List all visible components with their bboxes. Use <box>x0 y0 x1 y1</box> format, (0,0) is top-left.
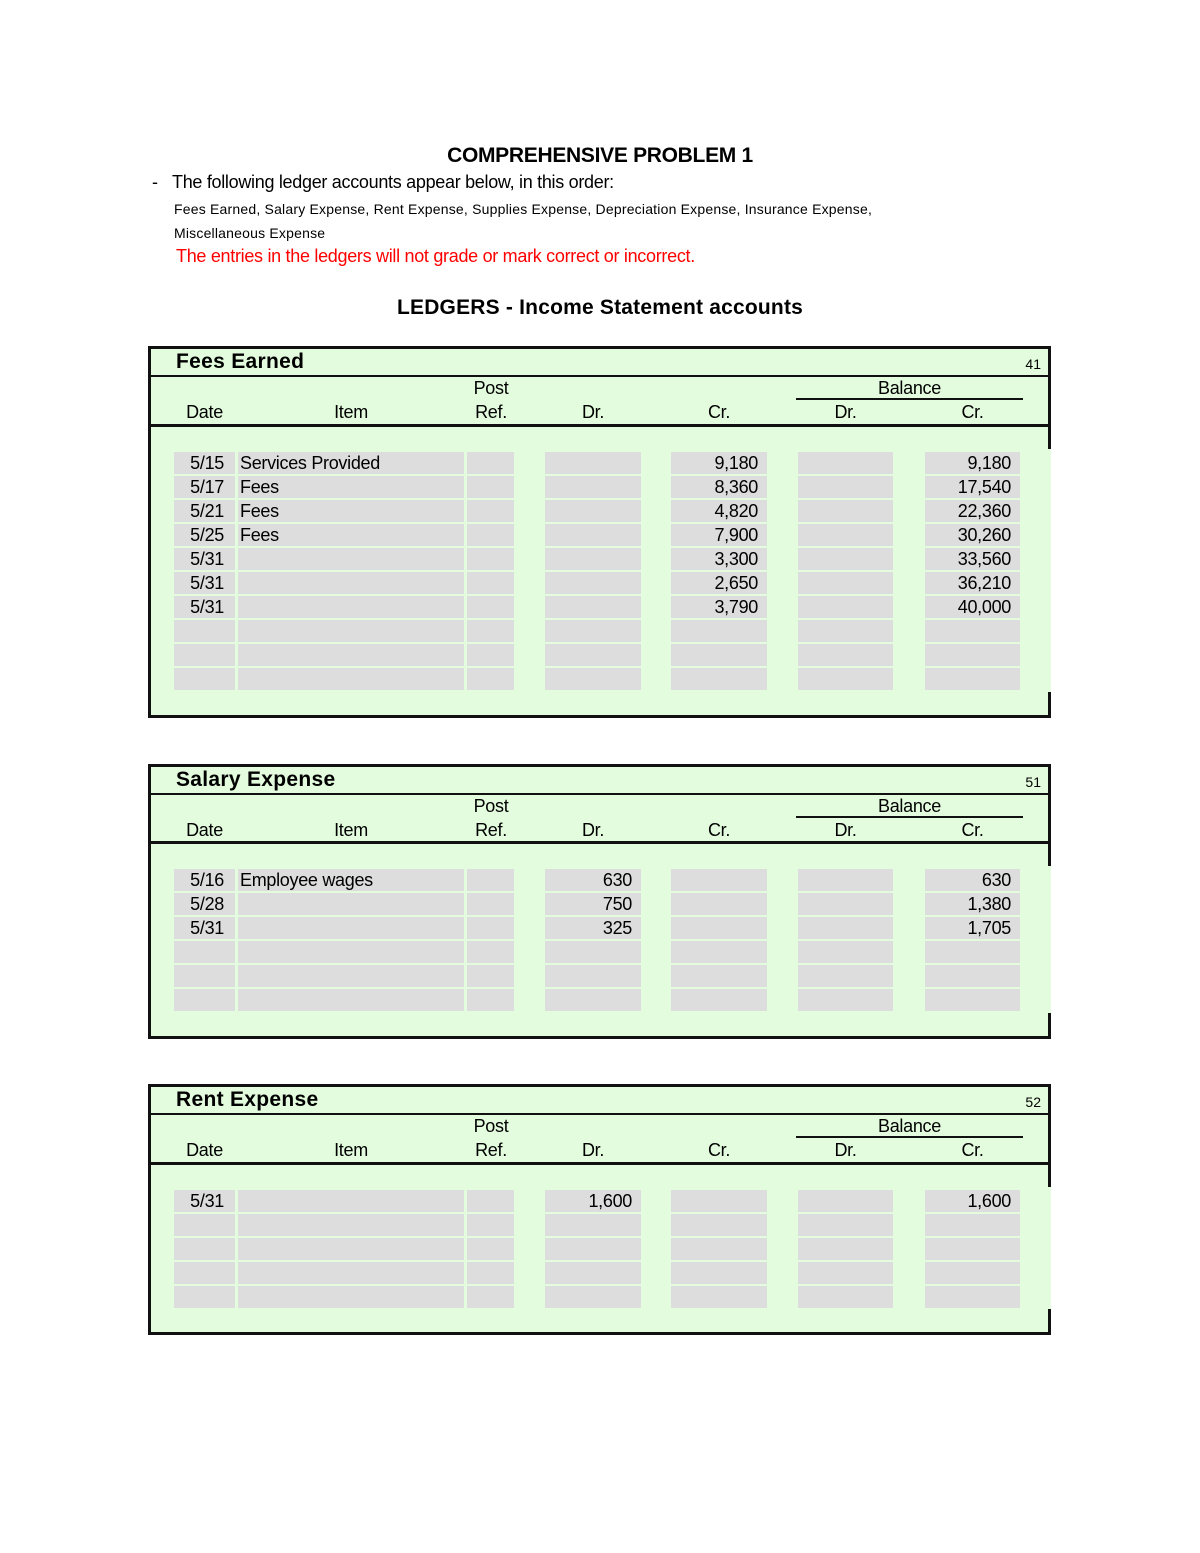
ledger-row <box>148 869 1051 891</box>
balance-debit-cell[interactable] <box>798 1190 893 1212</box>
balance-credit-cell[interactable] <box>925 941 1020 963</box>
header-item: Item <box>334 1140 368 1160</box>
balance-debit-cell[interactable] <box>798 1262 893 1284</box>
balance-debit-cell[interactable] <box>798 893 893 915</box>
ledger-row <box>148 1238 1051 1260</box>
balance-credit-cell[interactable]: 9,180 <box>925 452 1020 474</box>
post-ref-cell[interactable] <box>467 524 514 546</box>
debit-cell[interactable] <box>545 1238 641 1260</box>
item-cell[interactable] <box>238 548 464 570</box>
date-cell[interactable]: 5/28 <box>174 893 235 915</box>
header-ref: Ref. <box>475 820 507 840</box>
post-ref-cell[interactable] <box>467 620 514 642</box>
header-balance-cr: Cr. <box>961 1140 984 1160</box>
date-cell[interactable]: 5/16 <box>174 869 235 891</box>
border-line <box>148 715 1051 718</box>
item-cell[interactable] <box>238 941 464 963</box>
balance-credit-cell[interactable] <box>925 1286 1020 1308</box>
date-cell[interactable]: 5/21 <box>174 500 235 522</box>
header-balance-dr: Dr. <box>834 820 857 840</box>
divider <box>148 1113 1051 1115</box>
border-line <box>1048 346 1051 449</box>
header-post: Post <box>473 378 509 398</box>
border-line <box>1048 764 1051 866</box>
credit-cell[interactable]: 3,790 <box>671 596 767 618</box>
balance-debit-cell[interactable] <box>798 452 893 474</box>
post-ref-cell[interactable] <box>467 1238 514 1260</box>
balance-debit-cell[interactable] <box>798 644 893 666</box>
header-cr: Cr. <box>707 1140 731 1160</box>
ledger-row <box>148 989 1051 1011</box>
accounts-list-line-1: Fees Earned, Salary Expense, Rent Expense, Supplies Expense, Depreciation Expense, Insurance Expense, <box>174 201 873 217</box>
credit-cell[interactable] <box>671 644 767 666</box>
balance-debit-cell[interactable] <box>798 1214 893 1236</box>
date-cell[interactable] <box>174 1214 235 1236</box>
post-ref-cell[interactable] <box>467 1286 514 1308</box>
date-cell[interactable]: 5/31 <box>174 596 235 618</box>
header-post: Post <box>473 796 509 816</box>
date-cell[interactable] <box>174 941 235 963</box>
item-cell[interactable] <box>238 989 464 1011</box>
credit-cell[interactable] <box>671 620 767 642</box>
item-cell[interactable] <box>238 917 464 939</box>
balance-debit-cell[interactable] <box>798 1286 893 1308</box>
item-cell[interactable] <box>238 965 464 987</box>
date-cell[interactable] <box>174 1262 235 1284</box>
balance-credit-cell[interactable] <box>925 644 1020 666</box>
debit-cell[interactable] <box>545 1214 641 1236</box>
ledger-row <box>148 500 1051 522</box>
border-line <box>1048 1013 1051 1039</box>
item-cell[interactable] <box>238 572 464 594</box>
header-cr: Cr. <box>707 820 731 840</box>
credit-cell[interactable]: 4,820 <box>671 500 767 522</box>
balance-debit-cell[interactable] <box>798 548 893 570</box>
ledger-row <box>148 596 1051 618</box>
balance-credit-cell[interactable]: 1,600 <box>925 1190 1020 1212</box>
item-cell[interactable] <box>238 1286 464 1308</box>
debit-cell[interactable]: 630 <box>545 869 641 891</box>
border-line <box>1048 692 1051 718</box>
balance-credit-cell[interactable]: 1,380 <box>925 893 1020 915</box>
credit-cell[interactable] <box>671 989 767 1011</box>
balance-debit-cell[interactable] <box>798 596 893 618</box>
item-cell[interactable]: Fees <box>238 500 464 522</box>
item-cell[interactable] <box>238 668 464 690</box>
header-date: Date <box>186 820 223 840</box>
debit-cell[interactable] <box>545 572 641 594</box>
header-ref: Ref. <box>475 402 507 422</box>
item-cell[interactable] <box>238 1262 464 1284</box>
header-dr: Dr. <box>581 1140 605 1160</box>
date-cell[interactable] <box>174 620 235 642</box>
credit-cell[interactable]: 9,180 <box>671 452 767 474</box>
credit-cell[interactable] <box>671 941 767 963</box>
ledger-row <box>148 1262 1051 1284</box>
header-dr: Dr. <box>581 820 605 840</box>
item-cell[interactable] <box>238 893 464 915</box>
balance-debit-cell[interactable] <box>798 668 893 690</box>
post-ref-cell[interactable] <box>467 476 514 498</box>
border-line <box>148 346 1051 349</box>
balance-credit-cell[interactable]: 1,705 <box>925 917 1020 939</box>
ledger-salary-expense <box>148 764 1051 1039</box>
intro-dash: - <box>152 172 158 192</box>
item-cell[interactable]: Fees <box>238 476 464 498</box>
debit-cell[interactable] <box>545 620 641 642</box>
date-cell[interactable] <box>174 1238 235 1260</box>
balance-debit-cell[interactable] <box>798 869 893 891</box>
balance-debit-cell[interactable] <box>798 1238 893 1260</box>
divider <box>148 793 1051 795</box>
account-name: Rent Expense <box>176 1088 319 1111</box>
balance-underline <box>796 1136 1023 1138</box>
header-cr: Cr. <box>707 402 731 422</box>
ledger-row <box>148 965 1051 987</box>
debit-cell[interactable] <box>545 989 641 1011</box>
post-ref-cell[interactable] <box>467 572 514 594</box>
credit-cell[interactable] <box>671 1286 767 1308</box>
balance-credit-cell[interactable]: 17,540 <box>925 476 1020 498</box>
balance-credit-cell[interactable]: 30,260 <box>925 524 1020 546</box>
account-number: 41 <box>1025 356 1041 372</box>
account-name: Fees Earned <box>176 350 305 373</box>
debit-cell[interactable] <box>545 668 641 690</box>
border-line <box>1048 1084 1051 1187</box>
ledger-row <box>148 620 1051 642</box>
header-balance-dr: Dr. <box>834 1140 857 1160</box>
border-line <box>1048 1309 1051 1335</box>
date-cell[interactable]: 5/31 <box>174 548 235 570</box>
intro-sentence: The following ledger accounts appear below, in this order: <box>172 172 614 192</box>
header-item: Item <box>334 402 368 422</box>
date-cell[interactable]: 5/31 <box>174 917 235 939</box>
ledger-row <box>148 893 1051 915</box>
credit-cell[interactable]: 2,650 <box>671 572 767 594</box>
debit-cell[interactable] <box>545 524 641 546</box>
border-line <box>148 1332 1051 1335</box>
credit-cell[interactable] <box>671 1238 767 1260</box>
header-balance: Balance <box>878 796 941 816</box>
credit-cell[interactable] <box>671 965 767 987</box>
balance-debit-cell[interactable] <box>798 917 893 939</box>
ledger-rent-expense <box>148 1084 1051 1335</box>
debit-cell[interactable]: 325 <box>545 917 641 939</box>
debit-cell[interactable] <box>545 476 641 498</box>
header-date: Date <box>186 402 223 422</box>
post-ref-cell[interactable] <box>467 1262 514 1284</box>
ledger-row <box>148 1190 1051 1212</box>
debit-cell[interactable] <box>545 500 641 522</box>
header-post: Post <box>473 1116 509 1136</box>
post-ref-cell[interactable] <box>467 644 514 666</box>
item-cell[interactable] <box>238 1238 464 1260</box>
post-ref-cell[interactable] <box>467 965 514 987</box>
balance-credit-cell[interactable]: 33,560 <box>925 548 1020 570</box>
item-cell[interactable] <box>238 1190 464 1212</box>
balance-credit-cell[interactable] <box>925 1262 1020 1284</box>
credit-cell[interactable]: 3,300 <box>671 548 767 570</box>
post-ref-cell[interactable] <box>467 917 514 939</box>
item-cell[interactable] <box>238 644 464 666</box>
credit-cell[interactable] <box>671 869 767 891</box>
header-ref: Ref. <box>475 1140 507 1160</box>
post-ref-cell[interactable] <box>467 500 514 522</box>
border-line <box>148 1036 1051 1039</box>
grading-warning: The entries in the ledgers will not grade or mark correct or incorrect. <box>176 246 695 266</box>
header-dr: Dr. <box>581 402 605 422</box>
balance-underline <box>796 816 1023 818</box>
ledger-row <box>148 644 1051 666</box>
date-cell[interactable]: 5/17 <box>174 476 235 498</box>
balance-debit-cell[interactable] <box>798 524 893 546</box>
date-cell[interactable]: 5/31 <box>174 572 235 594</box>
balance-credit-cell[interactable] <box>925 989 1020 1011</box>
balance-debit-cell[interactable] <box>798 989 893 1011</box>
ledger-row <box>148 941 1051 963</box>
border-line <box>148 764 1051 767</box>
ledger-row <box>148 1214 1051 1236</box>
post-ref-cell[interactable] <box>467 452 514 474</box>
account-number: 51 <box>1025 774 1041 790</box>
credit-cell[interactable] <box>671 917 767 939</box>
account-name: Salary Expense <box>176 768 336 791</box>
credit-cell[interactable] <box>671 668 767 690</box>
header-date: Date <box>186 1140 223 1160</box>
item-cell[interactable] <box>238 620 464 642</box>
ledger-row <box>148 572 1051 594</box>
balance-debit-cell[interactable] <box>798 941 893 963</box>
balance-credit-cell[interactable]: 22,360 <box>925 500 1020 522</box>
balance-underline <box>796 398 1023 400</box>
balance-credit-cell[interactable] <box>925 668 1020 690</box>
ledger-row <box>148 917 1051 939</box>
debit-cell[interactable] <box>545 1286 641 1308</box>
intro-text <box>152 172 614 193</box>
date-cell[interactable] <box>174 965 235 987</box>
border-line <box>148 1084 1051 1087</box>
date-cell[interactable] <box>174 668 235 690</box>
balance-credit-cell[interactable]: 630 <box>925 869 1020 891</box>
item-cell[interactable] <box>238 596 464 618</box>
debit-cell[interactable] <box>545 452 641 474</box>
document-title: COMPREHENSIVE PROBLEM 1 <box>447 144 753 167</box>
date-cell[interactable] <box>174 1286 235 1308</box>
ledger-row <box>148 1286 1051 1308</box>
credit-cell[interactable]: 7,900 <box>671 524 767 546</box>
item-cell[interactable]: Employee wages <box>238 869 464 891</box>
date-cell[interactable]: 5/25 <box>174 524 235 546</box>
debit-cell[interactable] <box>545 548 641 570</box>
header-balance-cr: Cr. <box>961 402 984 422</box>
divider <box>148 375 1051 377</box>
post-ref-cell[interactable] <box>467 1190 514 1212</box>
divider <box>148 1162 1051 1165</box>
balance-credit-cell[interactable]: 40,000 <box>925 596 1020 618</box>
balance-debit-cell[interactable] <box>798 965 893 987</box>
ledger-fees-earned <box>148 346 1051 718</box>
debit-cell[interactable] <box>545 644 641 666</box>
header-balance: Balance <box>878 1116 941 1136</box>
date-cell[interactable] <box>174 989 235 1011</box>
balance-credit-cell[interactable] <box>925 1214 1020 1236</box>
credit-cell[interactable] <box>671 893 767 915</box>
account-number: 52 <box>1025 1094 1041 1110</box>
section-title: LEDGERS - Income Statement accounts <box>396 296 804 319</box>
date-cell[interactable]: 5/15 <box>174 452 235 474</box>
post-ref-cell[interactable] <box>467 893 514 915</box>
item-cell[interactable] <box>238 1214 464 1236</box>
post-ref-cell[interactable] <box>467 668 514 690</box>
credit-cell[interactable] <box>671 1262 767 1284</box>
debit-cell[interactable]: 750 <box>545 893 641 915</box>
balance-credit-cell[interactable] <box>925 620 1020 642</box>
post-ref-cell[interactable] <box>467 1214 514 1236</box>
date-cell[interactable]: 5/31 <box>174 1190 235 1212</box>
post-ref-cell[interactable] <box>467 869 514 891</box>
debit-cell[interactable] <box>545 1262 641 1284</box>
header-balance-dr: Dr. <box>834 402 857 422</box>
debit-cell[interactable] <box>545 965 641 987</box>
post-ref-cell[interactable] <box>467 596 514 618</box>
post-ref-cell[interactable] <box>467 941 514 963</box>
debit-cell[interactable] <box>545 596 641 618</box>
balance-credit-cell[interactable] <box>925 1238 1020 1260</box>
accounts-list-line-2: Miscellaneous Expense <box>174 225 326 241</box>
ledger-row <box>148 548 1051 570</box>
ledger-row <box>148 452 1051 474</box>
credit-cell[interactable] <box>671 1190 767 1212</box>
ledger-row <box>148 668 1051 690</box>
balance-credit-cell[interactable]: 36,210 <box>925 572 1020 594</box>
ledger-row <box>148 524 1051 546</box>
item-cell[interactable]: Services Provided <box>238 452 464 474</box>
debit-cell[interactable] <box>545 941 641 963</box>
balance-debit-cell[interactable] <box>798 500 893 522</box>
credit-cell[interactable]: 8,360 <box>671 476 767 498</box>
balance-credit-cell[interactable] <box>925 965 1020 987</box>
header-balance: Balance <box>878 378 941 398</box>
date-cell[interactable] <box>174 644 235 666</box>
debit-cell[interactable]: 1,600 <box>545 1190 641 1212</box>
divider <box>148 841 1051 844</box>
divider <box>148 424 1051 427</box>
post-ref-cell[interactable] <box>467 548 514 570</box>
ledger-row <box>148 476 1051 498</box>
balance-debit-cell[interactable] <box>798 476 893 498</box>
balance-debit-cell[interactable] <box>798 572 893 594</box>
header-balance-cr: Cr. <box>961 820 984 840</box>
credit-cell[interactable] <box>671 1214 767 1236</box>
item-cell[interactable]: Fees <box>238 524 464 546</box>
header-item: Item <box>334 820 368 840</box>
balance-debit-cell[interactable] <box>798 620 893 642</box>
post-ref-cell[interactable] <box>467 989 514 1011</box>
